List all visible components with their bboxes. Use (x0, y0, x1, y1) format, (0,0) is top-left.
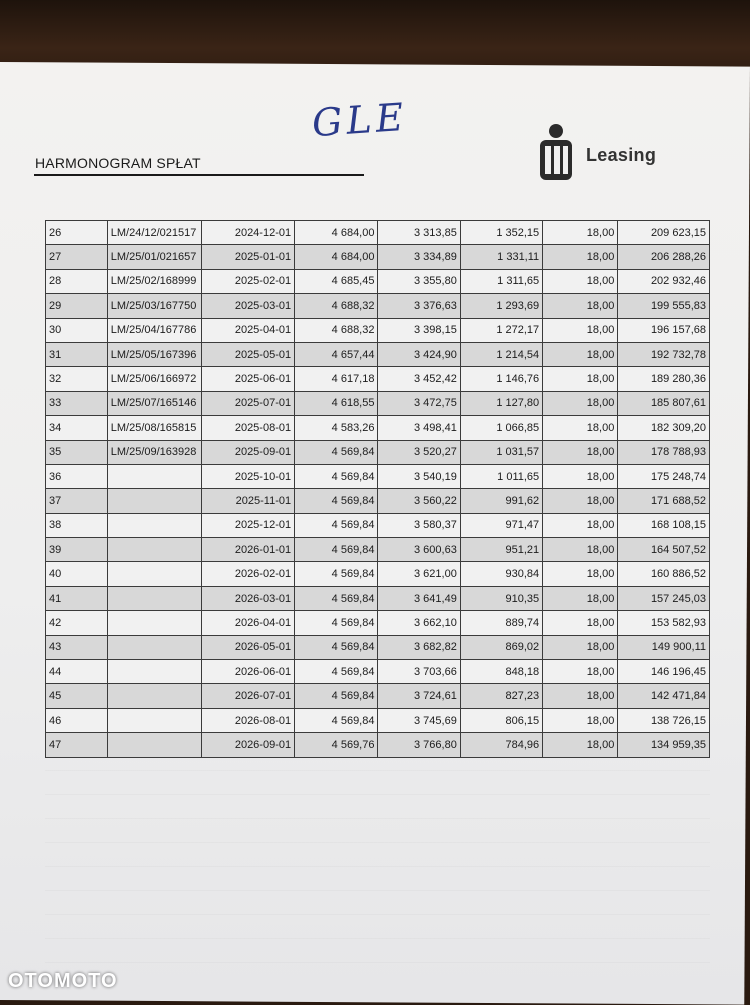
cell-installment-no: 29 (46, 294, 108, 318)
cell-principal: 3 766,80 (378, 733, 460, 757)
title-underline (34, 174, 364, 176)
cell-interest: 889,74 (460, 611, 542, 635)
cell-due-date: 2025-03-01 (202, 294, 295, 318)
cell-fee: 18,00 (543, 708, 618, 732)
cell-remaining-balance: 199 555,83 (618, 294, 710, 318)
cell-fee: 18,00 (543, 733, 618, 757)
cell-due-date: 2025-05-01 (202, 342, 295, 366)
cell-remaining-balance: 189 280,36 (618, 367, 710, 391)
cell-installment-no: 27 (46, 245, 108, 269)
cell-principal: 3 703,66 (378, 660, 460, 684)
cell-invoice-number (107, 562, 202, 586)
cell-invoice-number (107, 708, 202, 732)
cell-installment-no: 45 (46, 684, 108, 708)
cell-remaining-balance: 168 108,15 (618, 513, 710, 537)
cell-remaining-balance: 157 245,03 (618, 586, 710, 610)
cell-remaining-balance: 182 309,20 (618, 416, 710, 440)
cell-installment-amount: 4 569,84 (295, 708, 378, 732)
cell-installment-amount: 4 618,55 (295, 391, 378, 415)
cell-principal: 3 452,42 (378, 367, 460, 391)
cell-principal: 3 682,82 (378, 635, 460, 659)
handwritten-note: GLE (310, 94, 409, 146)
cell-installment-amount: 4 569,84 (295, 440, 378, 464)
cell-installment-amount: 4 657,44 (295, 342, 378, 366)
cell-remaining-balance: 164 507,52 (618, 538, 710, 562)
table-row (46, 513, 710, 537)
cell-interest: 869,02 (460, 635, 542, 659)
cell-interest: 848,18 (460, 660, 542, 684)
cell-installment-amount: 4 685,45 (295, 269, 378, 293)
cell-remaining-balance: 202 932,46 (618, 269, 710, 293)
cell-installment-no: 35 (46, 440, 108, 464)
cell-interest: 1 011,65 (460, 464, 542, 488)
cell-due-date: 2026-08-01 (202, 708, 295, 732)
cell-fee: 18,00 (543, 367, 618, 391)
table-row (46, 611, 710, 635)
cell-principal: 3 580,37 (378, 513, 460, 537)
cell-principal: 3 600,63 (378, 538, 460, 562)
cell-invoice-number: LM/25/01/021657 (107, 245, 202, 269)
cell-installment-no: 36 (46, 464, 108, 488)
cell-due-date: 2026-09-01 (202, 733, 295, 757)
cell-installment-amount: 4 569,84 (295, 464, 378, 488)
cell-due-date: 2025-08-01 (202, 416, 295, 440)
cell-interest: 1 352,15 (460, 221, 542, 245)
cell-due-date: 2025-04-01 (202, 318, 295, 342)
cell-invoice-number: LM/25/09/163928 (107, 440, 202, 464)
cell-interest: 806,15 (460, 708, 542, 732)
table-row (46, 733, 710, 757)
table-row (46, 684, 710, 708)
table-row (46, 221, 710, 245)
cell-interest: 1 031,57 (460, 440, 542, 464)
cell-remaining-balance: 192 732,78 (618, 342, 710, 366)
table-row (46, 538, 710, 562)
cell-invoice-number (107, 586, 202, 610)
cell-installment-no: 40 (46, 562, 108, 586)
cell-installment-amount: 4 688,32 (295, 294, 378, 318)
cell-installment-amount: 4 684,00 (295, 221, 378, 245)
cell-fee: 18,00 (543, 440, 618, 464)
cell-invoice-number: LM/25/04/167786 (107, 318, 202, 342)
cell-invoice-number: LM/25/07/165146 (107, 391, 202, 415)
cell-fee: 18,00 (543, 221, 618, 245)
cell-principal: 3 313,85 (378, 221, 460, 245)
cell-due-date: 2026-02-01 (202, 562, 295, 586)
cell-invoice-number: LM/25/06/166972 (107, 367, 202, 391)
cell-remaining-balance: 206 288,26 (618, 245, 710, 269)
cell-due-date: 2026-04-01 (202, 611, 295, 635)
cell-remaining-balance: 178 788,93 (618, 440, 710, 464)
cell-interest: 1 311,65 (460, 269, 542, 293)
cell-remaining-balance: 142 471,84 (618, 684, 710, 708)
cell-principal: 3 424,90 (378, 342, 460, 366)
cell-principal: 3 355,80 (378, 269, 460, 293)
cell-installment-no: 37 (46, 489, 108, 513)
cell-principal: 3 662,10 (378, 611, 460, 635)
cell-installment-no: 43 (46, 635, 108, 659)
cell-installment-no: 34 (46, 416, 108, 440)
cell-remaining-balance: 153 582,93 (618, 611, 710, 635)
cell-principal: 3 621,00 (378, 562, 460, 586)
cell-interest: 1 293,69 (460, 294, 542, 318)
cell-remaining-balance: 171 688,52 (618, 489, 710, 513)
cell-due-date: 2025-06-01 (202, 367, 295, 391)
cell-installment-amount: 4 684,00 (295, 245, 378, 269)
cell-principal: 3 540,19 (378, 464, 460, 488)
cell-installment-no: 41 (46, 586, 108, 610)
cell-fee: 18,00 (543, 342, 618, 366)
cell-interest: 910,35 (460, 586, 542, 610)
table-row (46, 440, 710, 464)
cell-invoice-number (107, 684, 202, 708)
cell-interest: 1 272,17 (460, 318, 542, 342)
cell-interest: 1 214,54 (460, 342, 542, 366)
cell-due-date: 2025-12-01 (202, 513, 295, 537)
table-row (46, 562, 710, 586)
cell-interest: 784,96 (460, 733, 542, 757)
cell-invoice-number (107, 660, 202, 684)
cell-invoice-number (107, 611, 202, 635)
table-row (46, 586, 710, 610)
cell-installment-no: 26 (46, 221, 108, 245)
cell-fee: 18,00 (543, 245, 618, 269)
cell-installment-no: 42 (46, 611, 108, 635)
cell-installment-amount: 4 569,84 (295, 538, 378, 562)
cell-installment-no: 28 (46, 269, 108, 293)
table-row (46, 245, 710, 269)
cell-principal: 3 560,22 (378, 489, 460, 513)
cell-invoice-number: LM/25/05/167396 (107, 342, 202, 366)
cell-invoice-number (107, 513, 202, 537)
cell-due-date: 2026-06-01 (202, 660, 295, 684)
pko-logo-icon (540, 124, 572, 180)
cell-fee: 18,00 (543, 684, 618, 708)
cell-remaining-balance: 175 248,74 (618, 464, 710, 488)
cell-invoice-number (107, 538, 202, 562)
cell-installment-amount: 4 569,84 (295, 513, 378, 537)
cell-remaining-balance: 185 807,61 (618, 391, 710, 415)
cell-due-date: 2024-12-01 (202, 221, 295, 245)
cell-fee: 18,00 (543, 464, 618, 488)
cell-remaining-balance: 149 900,11 (618, 635, 710, 659)
cell-invoice-number: LM/24/12/021517 (107, 221, 202, 245)
table-row (46, 635, 710, 659)
cell-due-date: 2025-09-01 (202, 440, 295, 464)
cell-installment-no: 32 (46, 367, 108, 391)
cell-installment-no: 30 (46, 318, 108, 342)
cell-installment-no: 39 (46, 538, 108, 562)
cell-fee: 18,00 (543, 318, 618, 342)
cell-interest: 991,62 (460, 489, 542, 513)
cell-invoice-number (107, 464, 202, 488)
cell-remaining-balance: 160 886,52 (618, 562, 710, 586)
cell-fee: 18,00 (543, 294, 618, 318)
cell-interest: 1 127,80 (460, 391, 542, 415)
cell-fee: 18,00 (543, 269, 618, 293)
cell-due-date: 2026-05-01 (202, 635, 295, 659)
cell-installment-no: 46 (46, 708, 108, 732)
table-row (46, 294, 710, 318)
table-row (46, 489, 710, 513)
table-row (46, 269, 710, 293)
table-row (46, 391, 710, 415)
cell-fee: 18,00 (543, 635, 618, 659)
cell-remaining-balance: 146 196,45 (618, 660, 710, 684)
cell-fee: 18,00 (543, 586, 618, 610)
cell-interest: 827,23 (460, 684, 542, 708)
cell-installment-no: 33 (46, 391, 108, 415)
cell-invoice-number: LM/25/02/168999 (107, 269, 202, 293)
cell-fee: 18,00 (543, 416, 618, 440)
otomoto-watermark: OTOMOTO (8, 970, 118, 992)
cell-interest: 951,21 (460, 538, 542, 562)
table-row (46, 708, 710, 732)
cell-fee: 18,00 (543, 391, 618, 415)
cell-installment-amount: 4 617,18 (295, 367, 378, 391)
cell-principal: 3 472,75 (378, 391, 460, 415)
cell-installment-amount: 4 569,84 (295, 586, 378, 610)
cell-installment-amount: 4 583,26 (295, 416, 378, 440)
cell-installment-amount: 4 688,32 (295, 318, 378, 342)
cell-installment-no: 47 (46, 733, 108, 757)
payment-schedule-table (45, 220, 710, 758)
cell-principal: 3 376,63 (378, 294, 460, 318)
cell-principal: 3 745,69 (378, 708, 460, 732)
schedule-body (46, 221, 710, 758)
cell-principal: 3 724,61 (378, 684, 460, 708)
cell-fee: 18,00 (543, 660, 618, 684)
cell-principal: 3 498,41 (378, 416, 460, 440)
cell-installment-amount: 4 569,84 (295, 489, 378, 513)
cell-principal: 3 334,89 (378, 245, 460, 269)
cell-remaining-balance: 209 623,15 (618, 221, 710, 245)
cell-fee: 18,00 (543, 562, 618, 586)
cell-invoice-number: LM/25/03/167750 (107, 294, 202, 318)
cell-due-date: 2025-01-01 (202, 245, 295, 269)
table-row (46, 367, 710, 391)
cell-due-date: 2025-07-01 (202, 391, 295, 415)
cell-due-date: 2025-10-01 (202, 464, 295, 488)
cell-remaining-balance: 196 157,68 (618, 318, 710, 342)
cell-due-date: 2025-11-01 (202, 489, 295, 513)
table-row (46, 318, 710, 342)
cell-remaining-balance: 138 726,15 (618, 708, 710, 732)
cell-fee: 18,00 (543, 538, 618, 562)
cell-invoice-number (107, 635, 202, 659)
cell-installment-amount: 4 569,84 (295, 660, 378, 684)
cell-interest: 971,47 (460, 513, 542, 537)
cell-interest: 1 066,85 (460, 416, 542, 440)
cell-fee: 18,00 (543, 489, 618, 513)
faded-backside-print (45, 770, 710, 970)
cell-invoice-number: LM/25/08/165815 (107, 416, 202, 440)
cell-invoice-number (107, 489, 202, 513)
cell-interest: 1 331,11 (460, 245, 542, 269)
cell-interest: 1 146,76 (460, 367, 542, 391)
cell-installment-no: 44 (46, 660, 108, 684)
table-row (46, 342, 710, 366)
cell-due-date: 2026-07-01 (202, 684, 295, 708)
cell-installment-amount: 4 569,84 (295, 611, 378, 635)
logo-text: Leasing (586, 145, 657, 165)
cell-remaining-balance: 134 959,35 (618, 733, 710, 757)
table-row (46, 464, 710, 488)
cell-fee: 18,00 (543, 513, 618, 537)
cell-installment-amount: 4 569,76 (295, 733, 378, 757)
cell-installment-no: 31 (46, 342, 108, 366)
cell-principal: 3 398,15 (378, 318, 460, 342)
cell-installment-amount: 4 569,84 (295, 562, 378, 586)
cell-fee: 18,00 (543, 611, 618, 635)
cell-installment-no: 38 (46, 513, 108, 537)
cell-installment-amount: 4 569,84 (295, 684, 378, 708)
cell-principal: 3 520,27 (378, 440, 460, 464)
table-row (46, 660, 710, 684)
cell-installment-amount: 4 569,84 (295, 635, 378, 659)
cell-invoice-number (107, 733, 202, 757)
page-title: HARMONOGRAM SPŁAT (35, 155, 201, 171)
cell-due-date: 2026-03-01 (202, 586, 295, 610)
cell-due-date: 2026-01-01 (202, 538, 295, 562)
cell-interest: 930,84 (460, 562, 542, 586)
cell-principal: 3 641,49 (378, 586, 460, 610)
table-row (46, 416, 710, 440)
cell-due-date: 2025-02-01 (202, 269, 295, 293)
